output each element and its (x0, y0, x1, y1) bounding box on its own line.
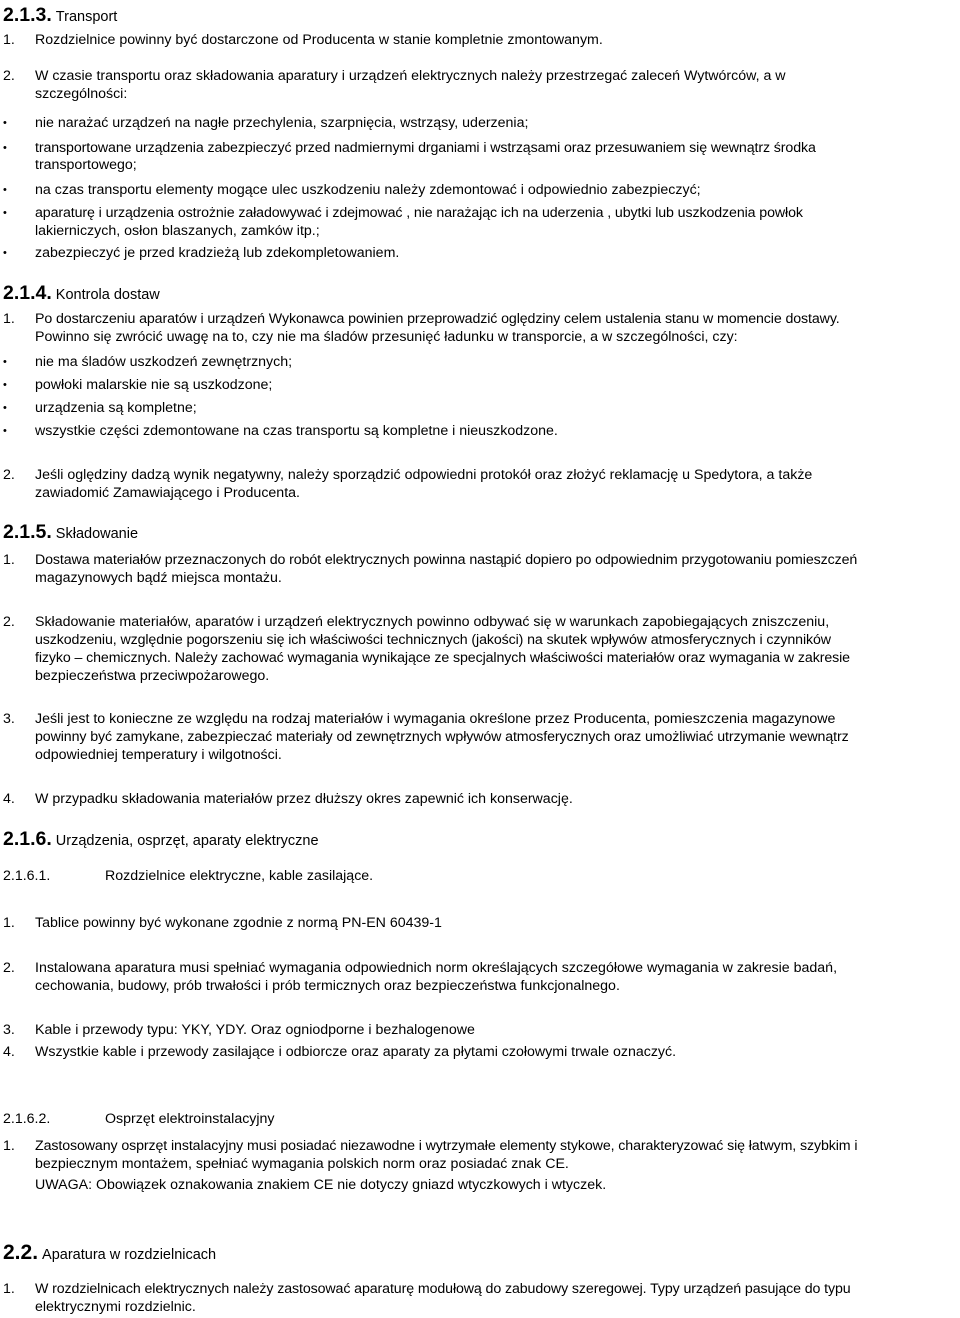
paragraph-number: 2. (3, 614, 15, 630)
section-title: Składowanie (55, 526, 139, 542)
bullet-icon: • (3, 247, 7, 259)
section-number: 2.1.5. (3, 521, 52, 543)
bullet-icon: • (3, 142, 7, 154)
bullet-icon: • (3, 356, 7, 368)
paragraph-number: 1. (3, 1138, 15, 1154)
paragraph-number: 2. (3, 960, 15, 976)
bullet-icon: • (3, 117, 7, 129)
paragraph-number: 3. (3, 1022, 15, 1038)
subsection-number: 2.1.6.1. (3, 868, 51, 884)
section-heading-2-1-5 (3, 521, 138, 544)
bullet-icon: • (3, 184, 7, 196)
section-heading-2-1-3 (3, 4, 117, 27)
paragraph-number: 1. (3, 1281, 15, 1297)
section-title: Transport (55, 9, 118, 25)
paragraph-number: 3. (3, 711, 15, 727)
paragraph-number: 1. (3, 552, 15, 568)
paragraph-number: 2. (3, 68, 15, 84)
paragraph-number: 4. (3, 791, 15, 807)
section-heading-2-1-4 (3, 282, 160, 305)
bullet-icon: • (3, 402, 7, 414)
subsection-title: Rozdzielnice elektryczne, kable zasilające. (105, 868, 374, 884)
section-title: Aparatura w rozdzielnicach (42, 1247, 217, 1263)
subsection-number: 2.1.6.2. (3, 1111, 51, 1127)
bullet-icon: • (3, 425, 7, 437)
section-number: 2.1.4. (3, 282, 52, 304)
subsection-title: Osprzęt elektroinstalacyjny (105, 1111, 275, 1127)
section-heading-2-1-6 (3, 828, 319, 851)
section-heading-2-2 (3, 1241, 216, 1265)
paragraph-number: 2. (3, 467, 15, 483)
paragraph-number: 1. (3, 311, 15, 327)
bullet-icon: • (3, 207, 7, 219)
paragraph-number: 4. (3, 1044, 15, 1060)
section-number: 2.2. (3, 1241, 39, 1264)
bullet-icon: • (3, 379, 7, 391)
paragraph-number: 1. (3, 915, 15, 931)
section-number: 2.1.6. (3, 828, 52, 850)
section-number: 2.1.3. (3, 4, 52, 26)
section-title: Urządzenia, osprzęt, aparaty elektryczne (55, 833, 319, 849)
section-title: Kontrola dostaw (55, 287, 160, 303)
paragraph-number: 1. (3, 32, 15, 48)
